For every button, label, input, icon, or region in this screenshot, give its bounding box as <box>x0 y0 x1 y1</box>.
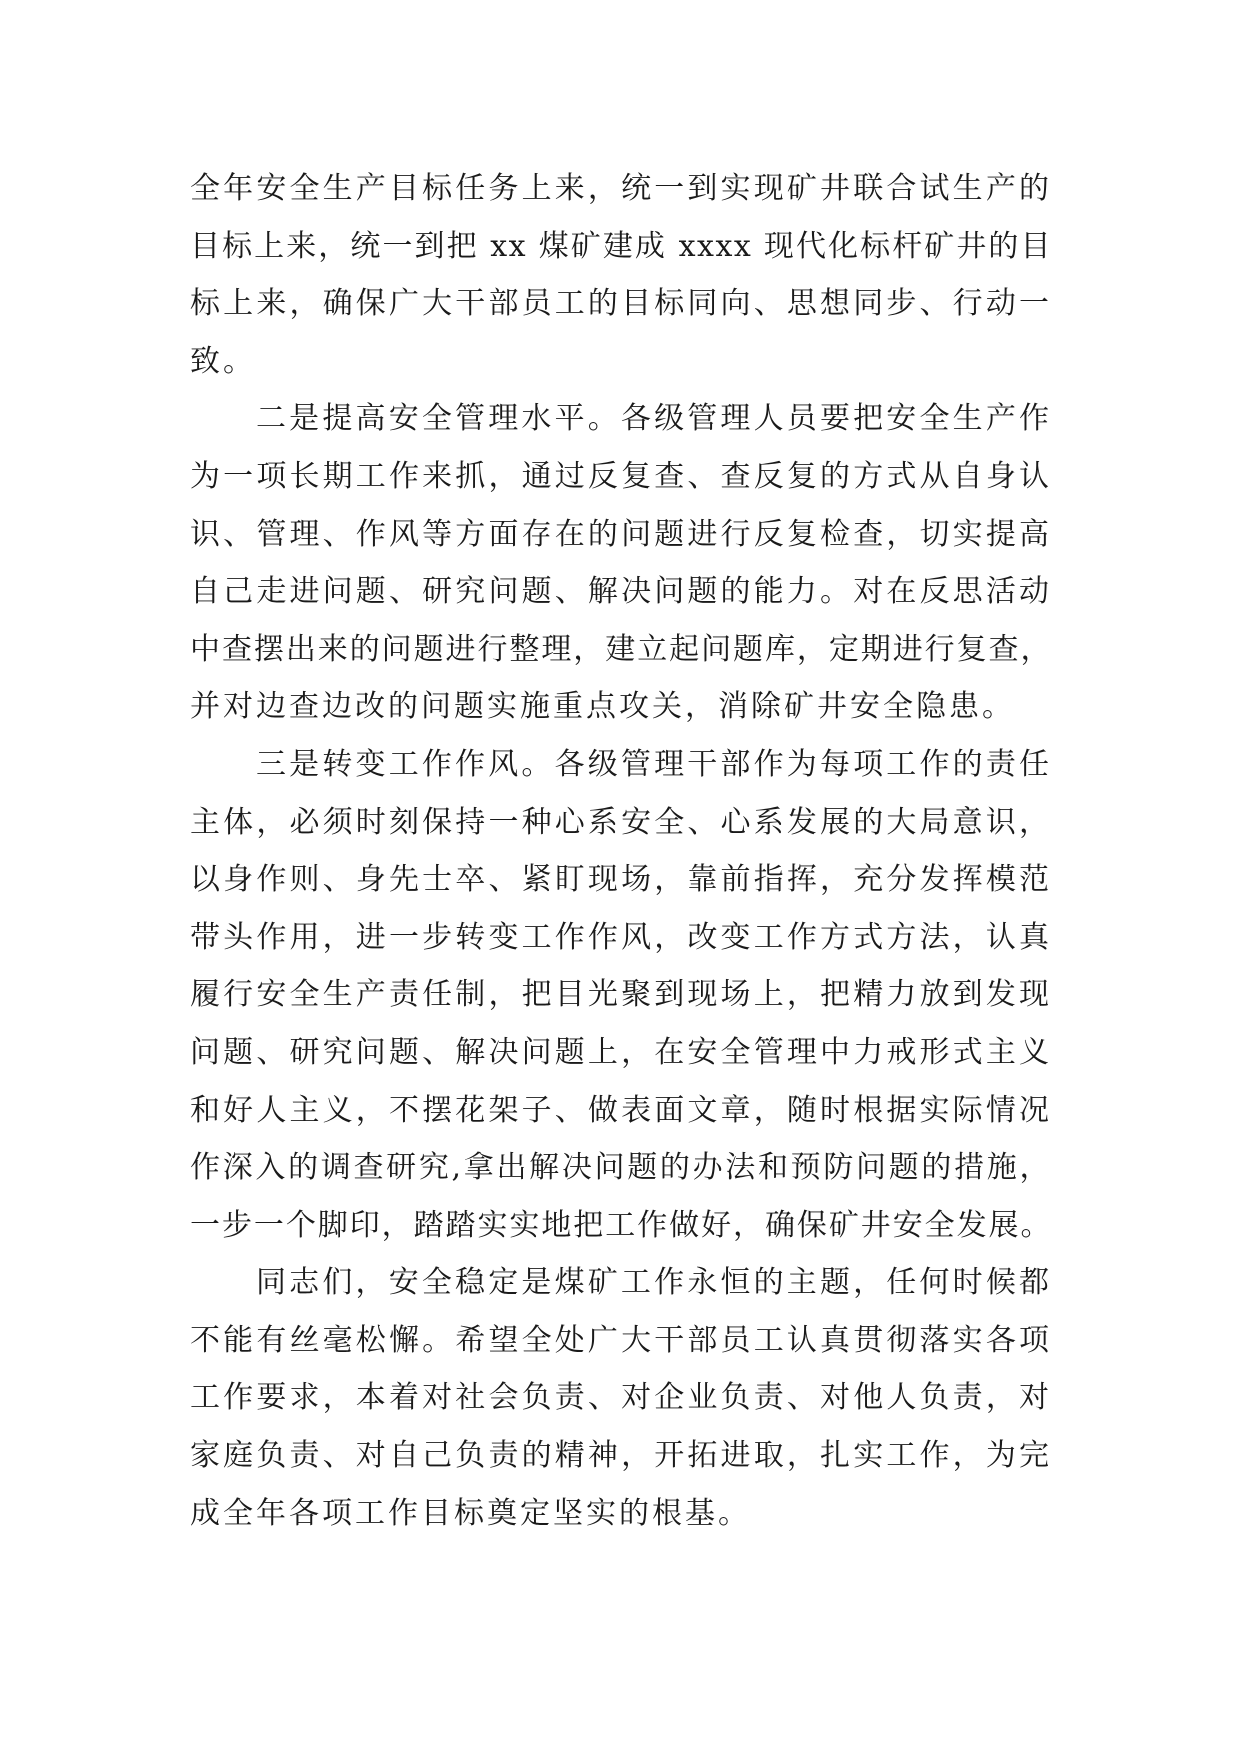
document-body <box>190 160 1052 1542</box>
text-line: 目标上来，统一到把 xx 煤矿建成 xxxx 现代化标杆矿井的目 <box>190 228 1052 264</box>
text-line: 不能有丝毫松懈。希望全处广大干部员工认真贯彻落实各项 <box>190 1322 1052 1358</box>
text-line: 家庭负责、对自己负责的精神，开拓进取，扎实工作，为完 <box>190 1438 1052 1474</box>
text-line: 识、管理、作风等方面存在的问题进行反复检查，切实提高 <box>190 516 1052 552</box>
text-line: 致。 <box>190 343 256 379</box>
text-line: 成全年各项工作目标奠定坚实的根基。 <box>190 1495 751 1531</box>
text-line: 一步一个脚印，踏踏实实地把工作做好，确保矿井安全发展。 <box>190 1207 1052 1243</box>
text-line: 中查摆出来的问题进行整理，建立起问题库，定期进行复查， <box>190 631 1052 667</box>
text-line: 履行安全生产责任制，把目光聚到现场上，把精力放到发现 <box>190 977 1052 1013</box>
text-line: 自己走进问题、研究问题、解决问题的能力。对在反思活动 <box>190 574 1052 610</box>
text-line: 工作要求，本着对社会负责、对企业负责、对他人负责，对 <box>190 1380 1052 1416</box>
text-line: 并对边查边改的问题实施重点攻关，消除矿井安全隐患。 <box>190 689 1015 725</box>
text-line: 二是提高安全管理水平。各级管理人员要把安全生产作 <box>256 401 1052 437</box>
text-line: 全年安全生产目标任务上来，统一到实现矿井联合试生产的 <box>190 171 1052 206</box>
text-line: 以身作则、身先士卒、紧盯现场，靠前指挥，充分发挥模范 <box>190 862 1052 898</box>
text-line: 作深入的调查研究,拿出解决问题的办法和预防问题的措施， <box>190 1150 1052 1186</box>
text-line: 带头作用，进一步转变工作作风，改变工作方式方法，认真 <box>190 919 1052 955</box>
text-line: 三是转变工作作风。各级管理干部作为每项工作的责任 <box>256 746 1052 782</box>
text-line: 标上来，确保广大干部员工的目标同向、思想同步、行动一 <box>190 286 1052 322</box>
text-line: 主体，必须时刻保持一种心系安全、心系发展的大局意识， <box>190 804 1052 840</box>
text-line: 同志们，安全稳定是煤矿工作永恒的主题，任何时候都 <box>256 1265 1052 1301</box>
text-line: 为一项长期工作来抓，通过反复查、查反复的方式从自身认 <box>190 458 1052 494</box>
text-line: 问题、研究问题、解决问题上，在安全管理中力戒形式主义 <box>190 1034 1052 1070</box>
text-line: 和好人主义，不摆花架子、做表面文章，随时根据实际情况 <box>190 1092 1052 1128</box>
